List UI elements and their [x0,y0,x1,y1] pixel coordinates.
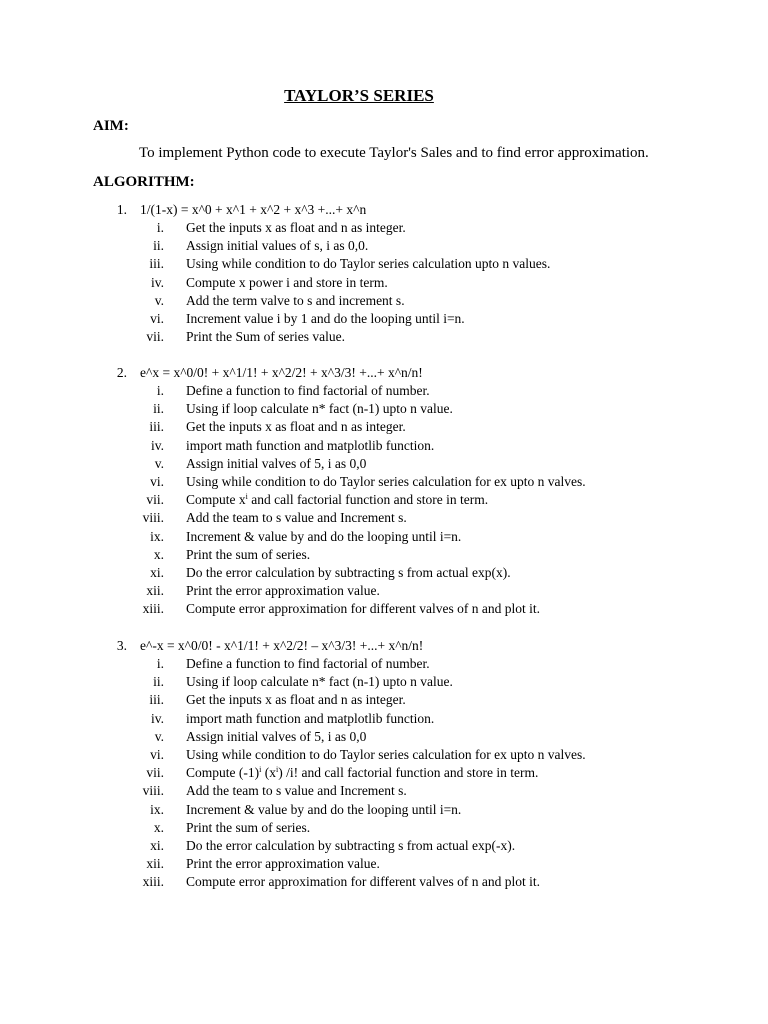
aim-heading: AIM: [93,118,129,134]
step-number: vii. [146,765,164,781]
algorithm-section-2 [0,363,768,618]
step-text: Increment & value by and do the looping until i=n. [186,528,462,544]
step-text: Compute error approximation for different valves of n and plot it. [186,601,541,617]
step-text: Using if loop calculate n* fact (n-1) upto n value. [186,401,453,417]
list-item [0,455,768,473]
step-text: Using while condition to do Taylor series calculation upto n values. [186,256,551,272]
list-item [0,564,768,582]
list-item [0,782,768,800]
step-number: viii. [142,510,164,526]
step-text: Compute $x^i$ and call factorial function and store in term. [186,492,489,508]
step-number: i. [156,220,164,235]
list-item [0,255,768,273]
step-text: Print the sum of series. [186,546,311,562]
step-text: Do the error calculation by subtracting s from actual exp(-x). [186,837,516,853]
step-number: xiii. [142,601,164,617]
step-number: vi. [150,310,164,326]
list-item [0,237,768,255]
list-item [0,873,768,891]
list-item [0,837,768,855]
algorithm-section-3 [0,636,768,891]
step-number: iv. [151,437,164,453]
algorithm-heading: ALGORITHM: [93,174,195,190]
step-text: import math function and matplotlib function. [186,437,435,453]
step-text: Assign initial values of s, i as 0,0. [186,238,369,254]
step-number: xiii. [142,874,164,890]
step-text: Get the inputs x as float and n as integer. [186,692,406,708]
step-number: xi. [150,564,164,580]
step-text: Print the error approximation value. [186,583,380,599]
step-text: Get the inputs x as float and n as integer. [186,419,406,435]
list-item [0,473,768,491]
list-item [0,400,768,418]
list-item [0,855,768,873]
list-item [0,528,768,546]
step-text: Add the team to s value and Increment s. [186,510,407,526]
step-text: Compute x power i and store in term. [186,274,388,290]
step-text: Using if loop calculate n* fact (n-1) upto n value. [186,674,453,690]
list-item [0,655,768,673]
algorithm-section-1 [0,200,768,346]
step-number: x. [153,819,164,835]
list-item [0,382,768,400]
step-number: xii. [146,583,164,599]
aim-text: To implement Python code to execute Taylor's Sales and to find error approximation. [139,145,649,161]
list-item [0,292,768,310]
step-text: Using while condition to do Taylor series calculation for ex upto n valves. [186,473,586,489]
step-number: v. [154,728,164,744]
list-item [0,582,768,600]
step-text: Define a function to find factorial of number. [186,656,430,671]
step-text: Using while condition to do Taylor series calculation for ex upto n valves. [186,746,586,762]
step-number: i. [156,656,164,671]
step-number: ii. [153,674,164,690]
section-formula: e^x = x^0/0! + x^1/1! + x^2/2! + x^3/3! +...+ x^n/n! [140,365,423,380]
superscript-i: i [245,492,248,502]
list-item [0,728,768,746]
list-item [0,673,768,691]
step-number: vi. [150,473,164,489]
section-number: 2. [116,365,127,380]
list-item [0,819,768,837]
step-number: iv. [151,710,164,726]
section-formula: e^-x = x^0/0! - x^1/1! + x^2/2! – x^3/3! +...+ x^n/n! [140,638,424,653]
list-item [0,328,768,346]
list-item [0,801,768,819]
step-text: Compute error approximation for different valves of n and plot it. [186,874,541,890]
step-number: iii. [149,256,164,272]
section-number: 3. [116,638,127,653]
step-number: xi. [150,837,164,853]
step-text: Increment & value by and do the looping until i=n. [186,801,462,817]
list-item [0,437,768,455]
list-item [0,418,768,436]
list-item [0,509,768,527]
step-number: xii. [146,856,164,872]
step-number: ix. [150,801,164,817]
step-number: ix. [150,528,164,544]
list-item [0,764,768,782]
step-text: Get the inputs x as float and n as integer. [186,220,406,235]
step-number: i. [156,383,164,398]
step-text: Add the term valve to s and increment s. [186,292,405,308]
step-number: v. [154,292,164,308]
superscript-i: i [275,765,279,775]
step-text: Print the error approximation value. [186,856,380,872]
step-number: viii. [142,783,164,799]
step-number: vii. [146,492,164,508]
step-text: Increment value i by 1 and do the looping until i=n. [186,310,465,326]
step-text: Define a function to find factorial of number. [186,383,430,398]
step-number: x. [153,546,164,562]
step-number: iii. [149,692,164,708]
step-number: iii. [149,419,164,435]
step-text: Print the Sum of series value. [186,329,345,345]
step-text: Assign initial valves of 5, i as 0,0 [186,455,367,471]
list-item [0,546,768,564]
page-title: TAYLOR’S SERIES [284,86,434,105]
step-number: iv. [151,274,164,290]
list-item [0,710,768,728]
step-number: v. [154,455,164,471]
list-item [0,219,768,237]
step-text: Compute $(-1)^i$ $(x^i)$ /i! and call factorial function and store in term. [186,765,539,781]
list-item [0,274,768,292]
step-number: ii. [153,401,164,417]
step-number: ii. [153,238,164,254]
superscript-i: i [259,765,262,775]
step-text: Print the sum of series. [186,819,311,835]
step-text: import math function and matplotlib function. [186,710,435,726]
list-item [0,746,768,764]
section-formula: 1/(1-x) = x^0 + x^1 + x^2 + x^3 +...+ x^n [140,202,367,217]
step-text: Add the team to s value and Increment s. [186,783,407,799]
list-item [0,310,768,328]
list-item [0,691,768,709]
step-text: Assign initial valves of 5, i as 0,0 [186,728,367,744]
section-number: 1. [116,202,127,217]
step-number: vii. [146,329,164,345]
list-item [0,491,768,509]
list-item [0,600,768,618]
step-text: Do the error calculation by subtracting s from actual exp(x). [186,564,511,580]
step-number: vi. [150,746,164,762]
